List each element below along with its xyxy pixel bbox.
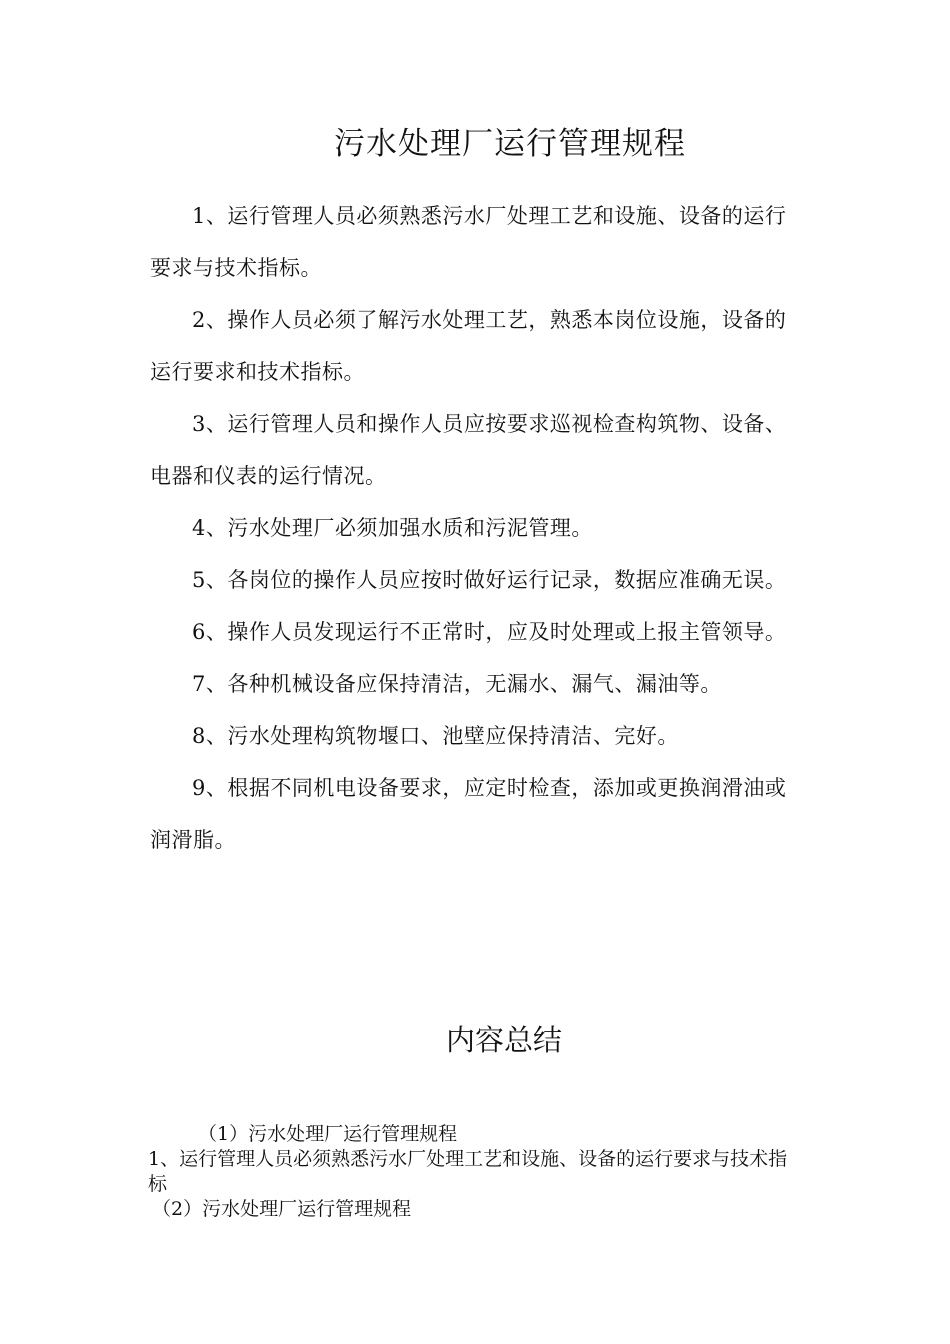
- paragraph-7: 7、各种机械设备应保持清洁，无漏水、漏气、漏油等。: [192, 672, 722, 696]
- paragraph-3: 3、运行管理人员和操作人员应按要求巡视检查构筑物、设备、电器和仪表的运行情况。: [150, 412, 787, 488]
- summary-title: 内容总结: [445, 1023, 562, 1057]
- paragraph-1: 1、运行管理人员必须熟悉污水厂处理工艺和设施、设备的运行要求与技术指标。: [150, 204, 787, 280]
- paragraph-4: 4、污水处理厂必须加强水质和污泥管理。: [192, 516, 593, 540]
- summary-section: [148, 1122, 798, 1222]
- paragraph-6: 6、操作人员发现运行不正常时，应及时处理或上报主管领导。: [192, 620, 787, 644]
- paragraph-5: 5、各岗位的操作人员应按时做好运行记录，数据应准确无误。: [192, 568, 787, 592]
- summary-line-1: （1）污水处理厂运行管理规程: [198, 1123, 458, 1145]
- document-title: 污水处理厂运行管理规程: [334, 126, 686, 162]
- summary-line-2: 1、运行管理人员必须熟悉污水厂处理工艺和设施、设备的运行要求与技术指标: [148, 1148, 788, 1195]
- paragraph-2: 2、操作人员必须了解污水处理工艺，熟悉本岗位设施，设备的运行要求和技术指标。: [150, 308, 787, 384]
- paragraph-8: 8、污水处理构筑物堰口、池壁应保持清洁、完好。: [192, 724, 679, 748]
- summary-line-3: （2）污水处理厂运行管理规程: [152, 1198, 412, 1220]
- document-body: [150, 190, 790, 866]
- paragraph-9: 9、根据不同机电设备要求，应定时检查，添加或更换润滑油或润滑脂。: [150, 776, 787, 852]
